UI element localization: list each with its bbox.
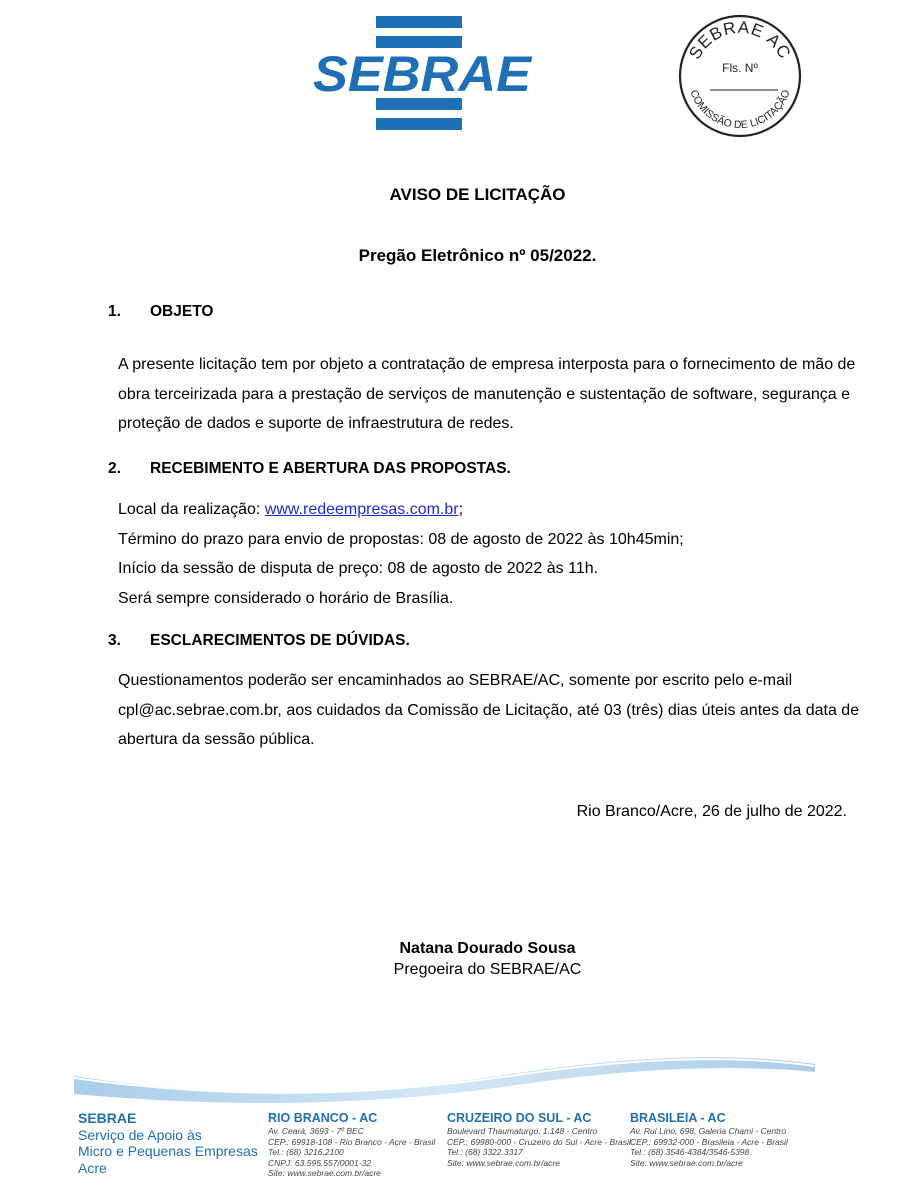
signer-name: Natana Dourado Sousa	[399, 940, 576, 957]
office-name: RIO BRANCO - AC	[268, 1111, 378, 1125]
svg-text:SEBRAE AC: SEBRAE AC	[685, 17, 795, 63]
place-date: Rio Branco/Acre, 26 de julho de 2022.	[576, 803, 847, 820]
footer	[0, 1110, 900, 1190]
section-number: 2.	[108, 460, 121, 477]
svg-text:Fls. Nº: Fls. Nº	[722, 61, 758, 75]
footer-org-line: Acre	[78, 1159, 107, 1176]
section-title: ESCLARECIMENTOS DE DÚVIDAS.	[150, 632, 410, 649]
document-title: AVISO DE LICITAÇÃO	[389, 185, 566, 204]
office-line: Av. Rui Lino, 698, Galeria Chami - Centro	[630, 1126, 787, 1136]
deadline-line: Término do prazo para envio de propostas: 08 de agosto de 2022 às 10h45min;	[118, 530, 684, 548]
section-title: OBJETO	[150, 303, 214, 320]
footer-office-cruzeiro-do-sul	[447, 1110, 631, 1168]
sebrae-logo	[310, 14, 535, 132]
office-line: CEP.: 69918-108 - Rio Branco - Acre - Brasil	[268, 1136, 436, 1147]
office-line: Site: www.sebrae.com.br/acre	[447, 1157, 560, 1168]
office-line: Av. Ceará, 3693 - 7º BEC	[268, 1126, 364, 1136]
session-start-line: Início da sessão de disputa de preço: 08 de agosto de 2022 às 11h.	[118, 560, 599, 577]
svg-text:SEBRAE: SEBRAE	[313, 46, 533, 102]
section-title: RECEBIMENTO E ABERTURA DAS PROPOSTAS.	[150, 460, 511, 477]
local-suffix: ;	[458, 501, 464, 518]
office-line: CNPJ: 63.595.557/0001-32	[268, 1157, 372, 1168]
office-line: CEP.: 69932-000 - Brasileia - Acre - Brasil	[630, 1136, 788, 1147]
office-line: Site: www.sebrae.com.br/acre	[268, 1168, 381, 1178]
footer-org	[78, 1110, 258, 1176]
section-heading-objeto	[108, 303, 213, 321]
commission-stamp	[670, 14, 810, 138]
office-line: CEP.: 69980-000 - Cruzeiro do Sul - Acre - Brasil	[447, 1136, 631, 1147]
footer-office-rio-branco	[268, 1110, 435, 1179]
local-label: Local da realização:	[118, 501, 265, 518]
office-line: Tel.: (68) 3322.3317	[447, 1147, 523, 1157]
section-number: 3.	[108, 632, 121, 649]
section-text-esclarecimentos: Questionamentos poderão ser encaminhados ao SEBRAE/AC, somente por escrito pelo e-mail cpl@ac.sebrae.com.br, aos cuidados da Comissão de Licitação, até 03 (três) dias úteis antes da data de abertura da sessão pública.	[118, 672, 860, 748]
section-heading-recebimento	[108, 460, 511, 478]
rede-empresas-link[interactable]: www.redeempresas.com.br	[264, 501, 459, 518]
footer-org-name: SEBRAE	[78, 1110, 137, 1126]
section-text-objeto: A presente licitação tem por objeto a contratação de empresa interposta para o fornecimento de mão de obra terceirizada para a prestação de serviços de manutenção e sustentação de software, segurança e proteção de dados e suporte de infraestrutura de redes.	[118, 356, 856, 432]
svg-text:COMISSÃO DE LICITAÇÃO: COMISSÃO DE LICITAÇÃO	[687, 88, 793, 132]
office-line: Tel.: (68) 3216.2100	[268, 1147, 344, 1157]
section-heading-esclarecimentos	[108, 632, 410, 650]
footer-org-line: Serviço de Apoio às	[78, 1126, 202, 1143]
office-name: BRASILEIA - AC	[630, 1111, 726, 1125]
section-number: 1.	[108, 303, 121, 320]
signature-block	[0, 938, 900, 980]
signer-role: Pregoeira do SEBRAE/AC	[393, 961, 582, 978]
local-line	[118, 495, 863, 525]
office-line: Boulevard Thaumaturgo, 1.148 - Centro	[447, 1126, 598, 1136]
footer-office-brasileia	[630, 1110, 788, 1168]
office-name: CRUZEIRO DO SUL - AC	[447, 1111, 592, 1125]
section-text-recebimento	[118, 495, 863, 613]
timezone-line: Será sempre considerado o horário de Brasília.	[118, 589, 454, 607]
document-subtitle: Pregão Eletrônico nº 05/2022.	[358, 246, 597, 265]
footer-wave-decoration	[70, 1038, 820, 1108]
office-line: Tel.: (68) 3546-4384/3546-5398	[630, 1147, 750, 1157]
office-line: Site: www.sebrae.com.br/acre	[630, 1157, 743, 1168]
footer-org-line: Micro e Pequenas Empresas	[78, 1143, 258, 1159]
